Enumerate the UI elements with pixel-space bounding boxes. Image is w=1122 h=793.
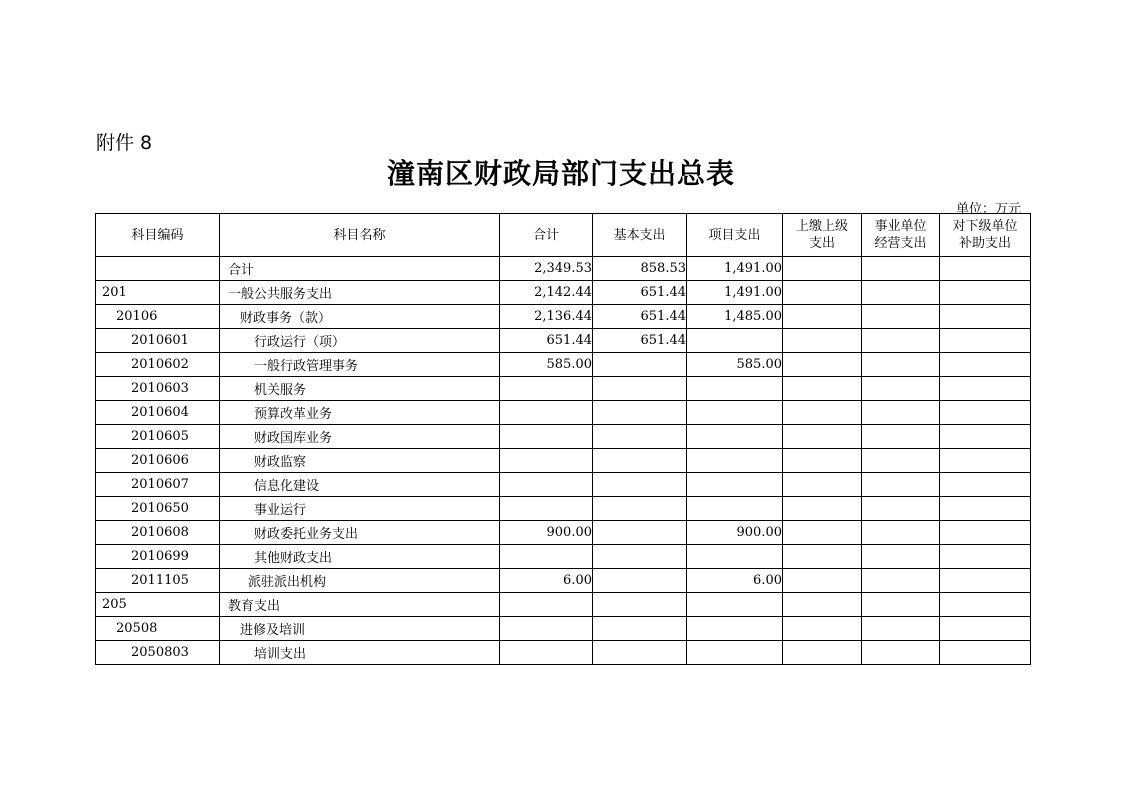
cell-name: 财政国库业务: [220, 425, 500, 449]
cell-subsidy: [940, 257, 1031, 281]
cell-upper: [783, 497, 862, 521]
cell-upper: [783, 329, 862, 353]
cell-subsidy: [940, 569, 1031, 593]
cell-code: 2010606: [96, 449, 220, 473]
cell-upper: [783, 281, 862, 305]
header-basic: 基本支出: [593, 214, 687, 257]
attachment-label: 附件 8: [96, 132, 153, 154]
cell-business: [862, 593, 940, 617]
cell-upper: [783, 401, 862, 425]
cell-subsidy: [940, 473, 1031, 497]
cell-business: [862, 521, 940, 545]
cell-subsidy: [940, 353, 1031, 377]
cell-code: 2010601: [96, 329, 220, 353]
cell-total: 900.00: [500, 521, 593, 545]
table-row: [96, 425, 1031, 449]
cell-project: [687, 617, 783, 641]
cell-project: 1,491.00: [687, 281, 783, 305]
cell-name: 培训支出: [220, 641, 500, 665]
header-subsidy-line2: 补助支出: [958, 236, 1011, 251]
cell-project: [687, 425, 783, 449]
table-row: [96, 401, 1031, 425]
cell-total: 2,136.44: [500, 305, 593, 329]
cell-subsidy: [940, 641, 1031, 665]
table-row: [96, 473, 1031, 497]
cell-upper: [783, 377, 862, 401]
cell-basic: [593, 617, 687, 641]
cell-subsidy: [940, 545, 1031, 569]
unit-label: 单位：万元: [955, 202, 1021, 217]
cell-business: [862, 545, 940, 569]
cell-basic: 651.44: [593, 281, 687, 305]
cell-code: 2010608: [96, 521, 220, 545]
header-project: 项目支出: [687, 214, 783, 257]
cell-total: [500, 593, 593, 617]
cell-total: [500, 377, 593, 401]
table-row: [96, 545, 1031, 569]
cell-total: [500, 617, 593, 641]
header-upper-line1: 上缴上级: [795, 219, 848, 234]
cell-project: 1,485.00: [687, 305, 783, 329]
cell-basic: 858.53: [593, 257, 687, 281]
header-business-line1: 事业单位: [874, 219, 927, 234]
cell-basic: [593, 521, 687, 545]
cell-total: [500, 425, 593, 449]
table-row: [96, 377, 1031, 401]
cell-name: 财政事务（款）: [220, 305, 500, 329]
cell-business: [862, 353, 940, 377]
table-row: [96, 329, 1031, 353]
cell-project: [687, 449, 783, 473]
cell-code: 205: [96, 593, 220, 617]
header-upper: [783, 214, 862, 257]
page-title: 潼南区财政局部门支出总表: [386, 157, 735, 190]
cell-business: [862, 617, 940, 641]
cell-basic: [593, 353, 687, 377]
cell-project: 585.00: [687, 353, 783, 377]
header-subsidy-line1: 对下级单位: [952, 219, 1018, 234]
cell-business: [862, 449, 940, 473]
cell-name: 事业运行: [220, 497, 500, 521]
cell-upper: [783, 521, 862, 545]
table-header-row: [96, 214, 1031, 257]
cell-code: 2011105: [96, 569, 220, 593]
table-row: [96, 353, 1031, 377]
cell-total: [500, 449, 593, 473]
cell-subsidy: [940, 377, 1031, 401]
header-total: 合计: [500, 214, 593, 257]
cell-basic: [593, 449, 687, 473]
cell-total: 2,142.44: [500, 281, 593, 305]
cell-basic: [593, 401, 687, 425]
cell-code: 20508: [96, 617, 220, 641]
header-subsidy: [940, 214, 1031, 257]
cell-total: 585.00: [500, 353, 593, 377]
expenditure-table: [95, 213, 1031, 665]
cell-project: [687, 401, 783, 425]
cell-subsidy: [940, 617, 1031, 641]
header-name: 科目名称: [220, 214, 500, 257]
cell-total: [500, 545, 593, 569]
cell-name: 机关服务: [220, 377, 500, 401]
cell-subsidy: [940, 449, 1031, 473]
cell-business: [862, 497, 940, 521]
cell-upper: [783, 593, 862, 617]
cell-basic: [593, 569, 687, 593]
cell-code: 2010602: [96, 353, 220, 377]
cell-total: [500, 641, 593, 665]
cell-name: 教育支出: [220, 593, 500, 617]
cell-business: [862, 569, 940, 593]
header-business-line2: 经营支出: [874, 236, 927, 251]
cell-basic: 651.44: [593, 329, 687, 353]
table-row: [96, 617, 1031, 641]
cell-name: 预算改革业务: [220, 401, 500, 425]
cell-name: 信息化建设: [220, 473, 500, 497]
cell-basic: [593, 497, 687, 521]
cell-name: 财政监察: [220, 449, 500, 473]
cell-basic: [593, 545, 687, 569]
cell-business: [862, 377, 940, 401]
header-code: 科目编码: [96, 214, 220, 257]
cell-name: 一般公共服务支出: [220, 281, 500, 305]
cell-code: 2010650: [96, 497, 220, 521]
cell-business: [862, 257, 940, 281]
cell-basic: [593, 377, 687, 401]
table-row: [96, 569, 1031, 593]
cell-upper: [783, 257, 862, 281]
cell-business: [862, 401, 940, 425]
cell-subsidy: [940, 593, 1031, 617]
table-row: [96, 257, 1031, 281]
cell-name: 财政委托业务支出: [220, 521, 500, 545]
cell-name: 进修及培训: [220, 617, 500, 641]
cell-project: [687, 473, 783, 497]
cell-code: 20106: [96, 305, 220, 329]
cell-subsidy: [940, 401, 1031, 425]
cell-name: 其他财政支出: [220, 545, 500, 569]
cell-total: 2,349.53: [500, 257, 593, 281]
cell-upper: [783, 353, 862, 377]
cell-subsidy: [940, 497, 1031, 521]
cell-subsidy: [940, 281, 1031, 305]
cell-business: [862, 425, 940, 449]
cell-total: [500, 401, 593, 425]
cell-upper: [783, 569, 862, 593]
cell-project: [687, 329, 783, 353]
cell-project: [687, 641, 783, 665]
table-row: [96, 497, 1031, 521]
cell-code: 2010604: [96, 401, 220, 425]
cell-name: 合计: [220, 257, 500, 281]
cell-subsidy: [940, 305, 1031, 329]
cell-name: 派驻派出机构: [220, 569, 500, 593]
cell-upper: [783, 617, 862, 641]
cell-basic: 651.44: [593, 305, 687, 329]
cell-upper: [783, 425, 862, 449]
cell-name: 行政运行（项）: [220, 329, 500, 353]
table-row: [96, 521, 1031, 545]
cell-basic: [593, 425, 687, 449]
cell-upper: [783, 473, 862, 497]
cell-code: 2010607: [96, 473, 220, 497]
cell-subsidy: [940, 329, 1031, 353]
cell-upper: [783, 449, 862, 473]
cell-name: 一般行政管理事务: [220, 353, 500, 377]
cell-business: [862, 305, 940, 329]
cell-code: 201: [96, 281, 220, 305]
header-business: [862, 214, 940, 257]
cell-subsidy: [940, 425, 1031, 449]
cell-project: [687, 545, 783, 569]
cell-upper: [783, 641, 862, 665]
table-row: [96, 305, 1031, 329]
cell-project: 6.00: [687, 569, 783, 593]
cell-total: 651.44: [500, 329, 593, 353]
cell-subsidy: [940, 521, 1031, 545]
cell-project: 1,491.00: [687, 257, 783, 281]
cell-code: 2050803: [96, 641, 220, 665]
cell-business: [862, 281, 940, 305]
cell-total: 6.00: [500, 569, 593, 593]
table-row: [96, 641, 1031, 665]
cell-basic: [593, 593, 687, 617]
cell-total: [500, 497, 593, 521]
cell-code: 2010699: [96, 545, 220, 569]
cell-project: [687, 593, 783, 617]
cell-code: 2010603: [96, 377, 220, 401]
cell-business: [862, 329, 940, 353]
cell-project: [687, 377, 783, 401]
cell-project: [687, 497, 783, 521]
cell-code: 2010605: [96, 425, 220, 449]
cell-business: [862, 473, 940, 497]
table-row: [96, 449, 1031, 473]
table-row: [96, 593, 1031, 617]
header-upper-line2: 支出: [808, 236, 835, 251]
cell-basic: [593, 641, 687, 665]
cell-code: [96, 257, 220, 281]
cell-upper: [783, 305, 862, 329]
cell-project: 900.00: [687, 521, 783, 545]
cell-business: [862, 641, 940, 665]
cell-basic: [593, 473, 687, 497]
table-row: [96, 281, 1031, 305]
cell-total: [500, 473, 593, 497]
cell-upper: [783, 545, 862, 569]
